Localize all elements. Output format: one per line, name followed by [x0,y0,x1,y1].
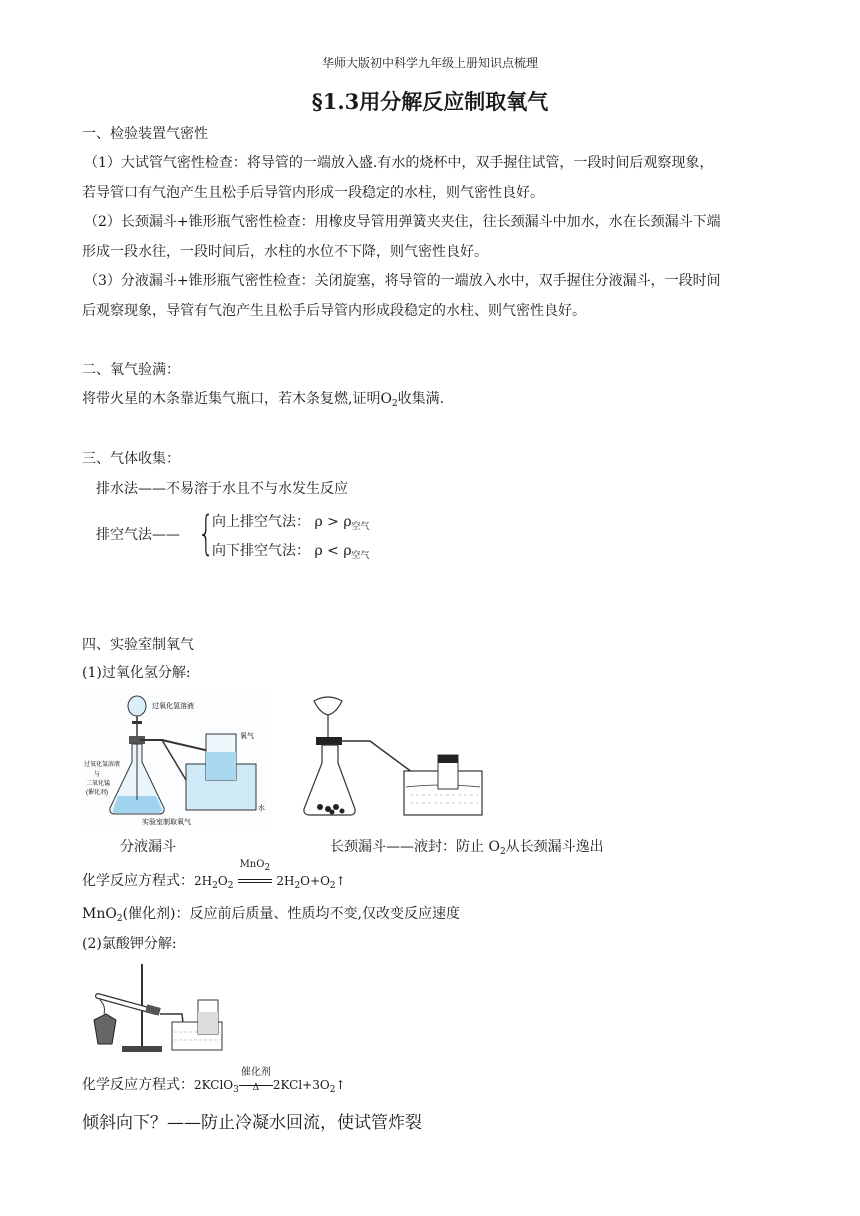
air-method-label: 排空气法—— [96,527,180,543]
s1-para3-line2: 后观察现象，导管有气泡产生且松手后导管内形成段稳定的水柱、则气密性良好。 [82,303,586,319]
section-4-heading: 四、实验室制氧气 [82,637,194,653]
downward-method: 向下排空气法： $\rho < \rho_{空气}$ [212,543,370,561]
page-header: 华师大版初中科学九年级上册知识点梳理 [321,56,538,70]
upward-method: 向上排空气法： $\rho > \rho_{空气}$ [212,514,370,532]
mno2-note: MnO$_2$(催化剂)：反应前后质量、性质均不变,仅改变反应速度 [82,906,460,924]
sub-heading-kclo3: (2)氯酸钾分解: [82,936,177,952]
caption-separating-funnel: 分液漏斗 [120,839,176,855]
s1-para2-line1: （2）长颈漏斗+锥形瓶气密性检查：用橡皮导管用弹簧夹夹住，往长颈漏斗中加水，水在长颈漏斗下端 [84,214,721,230]
equation-h2o2: 化学反应方程式：$2H_2O_2$ MnO$_2$ $2H_2O+O_2↑$ [82,859,346,891]
label-left-1: 过氧化氢溶液 [84,762,121,768]
s2-text: 将带火星的木条靠近集气瓶口，若木条复燃,证明$O_2$收集满. [82,391,445,409]
label-oxygen: 氧气 [240,733,254,740]
separating-funnel-apparatus-figure [82,690,272,826]
equation-kclo3: 化学反应方程式：2KClO$_3$ 催化剂 Δ $2KCl+3O_2↑$ [82,1067,346,1095]
equation-condition: MnO$_2$ [238,873,272,889]
potassium-chlorate-apparatus-figure [86,960,226,1056]
figure-caption: 实验室制取氧气 [142,819,191,826]
brace-icon: { [198,506,215,560]
label-left-2: 与 [94,772,101,778]
label-left-4: (催化剂) [86,790,108,796]
section-3-heading: 三、气体收集： [82,451,180,467]
s1-para1-line2: 若导管口有气泡产生且松手后导管内形成一段稳定的水柱，则气密性良好。 [82,185,544,201]
caption-long-neck-funnel: 长颈漏斗——液封：防止 $O_2$从长颈漏斗逸出 [330,839,604,857]
water-method: 排水法——不易溶于水且不与水发生反应 [96,481,348,497]
label-left-3: 二氧化锰 [86,781,111,787]
section-2-heading: 二、氧气验满： [82,362,180,378]
section-1-heading: 一、检验装置气密性 [82,126,208,142]
s1-para2-line2: 形成一段水往，一段时间后，水柱的水位不下降，则气密性良好。 [82,244,488,260]
s1-para3-line1: （3）分液漏斗+锥形瓶气密性检查：关闭旋塞，将导管的一端放入水中，双手握住分液漏斗，一段时间 [84,273,721,289]
long-neck-funnel-apparatus-figure [302,695,492,823]
label-solution: 过氧化氢溶液 [152,703,194,710]
equation-condition: 催化剂 Δ [240,1067,271,1093]
sub-heading-h2o2: (1)过氧化氢分解: [82,665,191,681]
s1-para1-line1: （1）大试管气密性检查：将导管的一端放入盛.有水的烧杯中，双手握住试管，一段时间后观察现象， [84,155,714,171]
label-water: 水 [258,805,265,812]
final-note: 倾斜向下？——防止冷凝水回流，使试管炸裂 [82,1113,422,1133]
page-title: §1.3用分解反应制取氧气 [311,89,549,114]
